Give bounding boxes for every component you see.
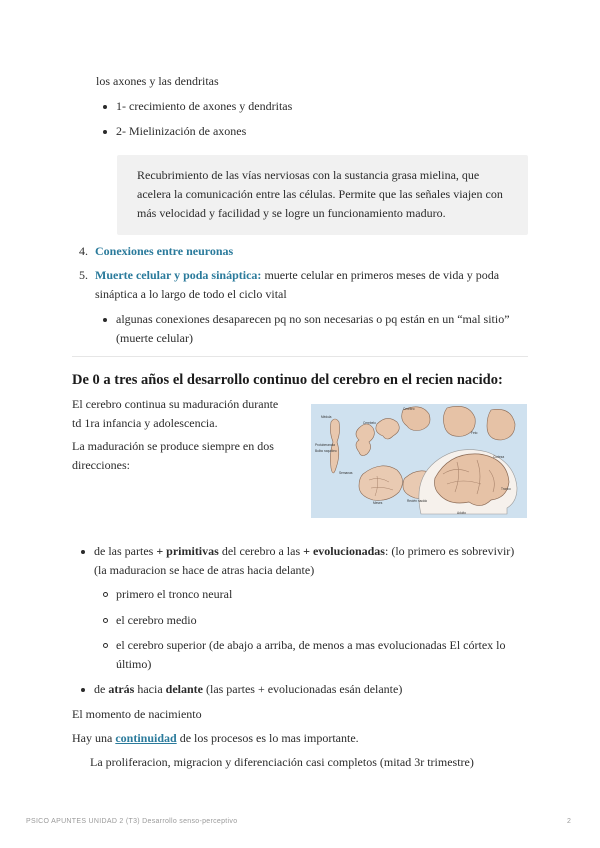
sub-line: último): [116, 657, 152, 671]
intro-line: los axones y las dendritas: [96, 74, 219, 88]
cell-death-link[interactable]: Muerte celular y poda sináptica:: [95, 268, 262, 282]
myelination-callout: [117, 155, 528, 235]
list-item: primero el tronco neural: [116, 585, 232, 604]
paragraph: [72, 437, 274, 475]
figure-label: Adulto: [457, 511, 467, 515]
figure-label: Tronco: [501, 487, 511, 491]
figure-label: Protuberancia: [315, 443, 335, 447]
text-run: del cerebro a las: [218, 544, 304, 558]
para-line: La maduración se produce siempre en dos: [72, 439, 274, 453]
list-item: el cerebro medio: [116, 611, 197, 630]
figure-label: Feto: [471, 431, 478, 435]
callout-text: [137, 166, 517, 223]
list-item: [94, 542, 534, 580]
item-number: 4.: [79, 244, 88, 258]
direction-line: (la maduracion se hace de atras hacia delante): [94, 563, 315, 577]
list-item: 2- Mielinización de axones: [116, 122, 246, 141]
figure-label: Cerebelo: [363, 421, 376, 425]
para-line: El cerebro continua su maduración durante: [72, 397, 279, 411]
callout-line: más velocidad y facilidad y se logre un funcionamiento maduro.: [137, 206, 446, 220]
text-run: (las partes + evolucionadas esán delante): [202, 682, 403, 696]
item-text: sináptica a lo largo de todo el ciclo vital: [95, 287, 287, 301]
text-run: de las partes: [94, 544, 157, 558]
proliferation-line: La proliferacion, migracion y diferenciación casi completos (mitad 3r trimestre): [90, 755, 474, 769]
numbered-item-5: [79, 266, 525, 304]
figure-label: Semanas: [339, 471, 353, 475]
list-item: 1- crecimiento de axones y dendritas: [116, 97, 292, 116]
birth-line: El momento de nacimiento: [72, 707, 202, 721]
paragraph: [72, 395, 278, 433]
text-run: de: [94, 682, 109, 696]
direction-line: [94, 542, 534, 561]
bold-run: atrás: [108, 682, 135, 696]
callout-line: Recubrimiento de las vías nerviosas con la sustancia grasa mielina, que: [137, 168, 480, 182]
item-text: muerte celular en primeros meses de vida y poda: [261, 268, 500, 282]
callout-line: acelera la comunicación entre las células. Permite que las señales viajen con: [137, 187, 503, 201]
text-run: : (lo primero es sobrevivir): [384, 544, 515, 558]
text-run: hacia: [134, 682, 166, 696]
divider: [72, 356, 528, 357]
brain-development-image: [311, 404, 527, 518]
item-number: 5.: [79, 268, 88, 282]
figure-label: Corteza: [493, 455, 505, 459]
continuity-link[interactable]: continuidad: [115, 731, 177, 745]
text-run: de los procesos es lo mas importante.: [176, 731, 359, 745]
bold-run: + evolucionadas: [303, 544, 385, 558]
bold-run: delante: [165, 682, 203, 696]
figure-label: Médula: [321, 415, 332, 419]
para-line: direcciones:: [72, 458, 130, 472]
connections-link[interactable]: Conexiones entre neuronas: [95, 244, 234, 258]
sub-line: el cerebro superior (de abajo a arriba, de menos a mas evolucionadas El córtex lo: [116, 638, 506, 652]
page-number: 2: [567, 818, 572, 825]
continuity-line: [72, 729, 359, 748]
para-line: td 1ra infancia y adolescencia.: [72, 416, 218, 430]
section-heading: De 0 a tres años el desarrollo continuo del cerebro en el recien nacido:: [72, 372, 503, 388]
figure-label: Recién nacido: [407, 499, 428, 503]
sub-bullet-line: algunas conexiones desaparecen pq no son necesarias o pq están en un “mal sitio”: [116, 312, 510, 326]
footer-title: PSICO APUNTES UNIDAD 2 (T3) Desarrollo senso-perceptivo: [26, 818, 238, 825]
list-item: [116, 310, 526, 348]
figure-label: Bulbo raquídeo: [315, 449, 337, 453]
numbered-item-4: [79, 242, 234, 261]
brain-illustration: [311, 404, 527, 518]
bold-run: + primitivas: [156, 544, 219, 558]
text-run: Hay una: [72, 731, 116, 745]
list-item: [116, 636, 526, 674]
sub-bullet-line: (muerte celular): [116, 331, 193, 345]
figure-label: Meses: [373, 501, 383, 505]
list-item: [94, 680, 402, 699]
figure-label: Cerebro: [403, 407, 415, 411]
